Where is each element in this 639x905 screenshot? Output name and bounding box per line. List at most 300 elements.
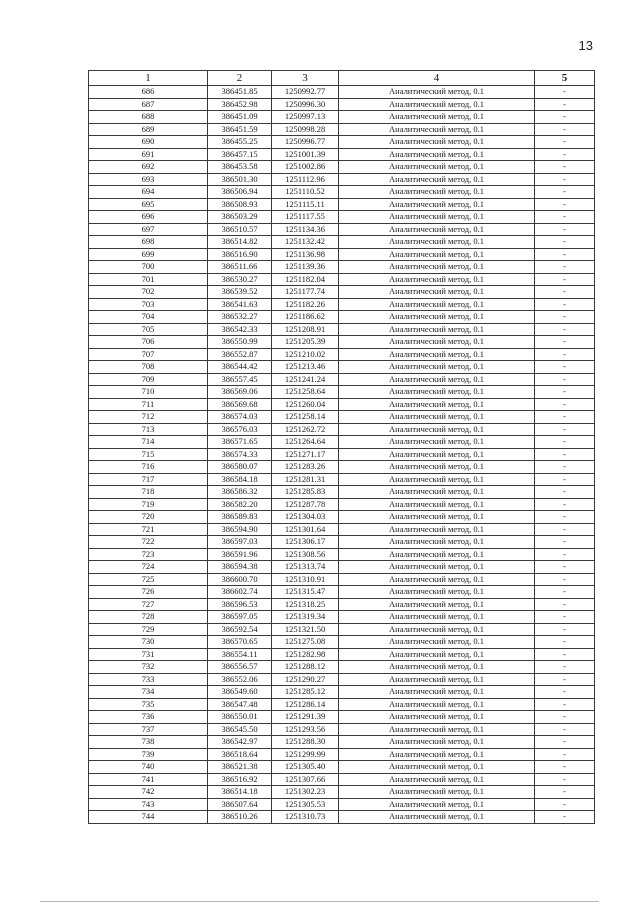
method-cell: Аналитический метод, 0.1 [339, 586, 535, 599]
table-row [89, 448, 595, 461]
x-coordinate-cell: 386574.03 [208, 411, 272, 424]
table-row [89, 811, 595, 824]
x-coordinate-cell: 386545.50 [208, 723, 272, 736]
y-coordinate-cell: 1251291.39 [272, 711, 339, 724]
method-cell: Аналитический метод, 0.1 [339, 648, 535, 661]
point-number-cell: 743 [89, 798, 208, 811]
notes-cell: - [535, 561, 595, 574]
notes-cell: - [535, 248, 595, 261]
y-coordinate-cell: 1251260.04 [272, 398, 339, 411]
x-coordinate-cell: 386602.74 [208, 586, 272, 599]
method-cell: Аналитический метод, 0.1 [339, 398, 535, 411]
y-coordinate-cell: 1251307.66 [272, 773, 339, 786]
point-number-cell: 693 [89, 173, 208, 186]
method-cell: Аналитический метод, 0.1 [339, 361, 535, 374]
x-coordinate-cell: 386511.66 [208, 261, 272, 274]
method-cell: Аналитический метод, 0.1 [339, 798, 535, 811]
table-row [89, 111, 595, 124]
point-number-cell: 688 [89, 111, 208, 124]
x-coordinate-cell: 386455.25 [208, 136, 272, 149]
table-row [89, 473, 595, 486]
point-number-cell: 705 [89, 323, 208, 336]
method-cell: Аналитический метод, 0.1 [339, 86, 535, 99]
y-coordinate-cell: 1251282.98 [272, 648, 339, 661]
x-coordinate-cell: 386582.20 [208, 498, 272, 511]
table-header [89, 71, 595, 86]
notes-cell: - [535, 798, 595, 811]
y-coordinate-cell: 1250996.77 [272, 136, 339, 149]
point-number-cell: 732 [89, 661, 208, 674]
notes-cell: - [535, 423, 595, 436]
notes-cell: - [535, 436, 595, 449]
point-number-cell: 719 [89, 498, 208, 511]
notes-cell: - [535, 411, 595, 424]
table-row [89, 686, 595, 699]
x-coordinate-cell: 386574.33 [208, 448, 272, 461]
notes-cell: - [535, 461, 595, 474]
notes-cell: - [535, 736, 595, 749]
notes-cell: - [535, 748, 595, 761]
table-row [89, 273, 595, 286]
y-coordinate-cell: 1251182.26 [272, 298, 339, 311]
point-number-cell: 694 [89, 186, 208, 199]
x-coordinate-cell: 386591.96 [208, 548, 272, 561]
table-row [89, 486, 595, 499]
x-coordinate-cell: 386576.03 [208, 423, 272, 436]
method-cell: Аналитический метод, 0.1 [339, 673, 535, 686]
notes-cell: - [535, 373, 595, 386]
notes-cell: - [535, 111, 595, 124]
point-number-cell: 707 [89, 348, 208, 361]
table-row [89, 123, 595, 136]
point-number-cell: 733 [89, 673, 208, 686]
header-row [89, 71, 595, 86]
notes-cell: - [535, 711, 595, 724]
table-row [89, 148, 595, 161]
y-coordinate-cell: 1251319.34 [272, 611, 339, 624]
x-coordinate-cell: 386539.52 [208, 286, 272, 299]
x-coordinate-cell: 386596.53 [208, 598, 272, 611]
y-coordinate-cell: 1251264.64 [272, 436, 339, 449]
notes-cell: - [535, 348, 595, 361]
table-row [89, 223, 595, 236]
table-row [89, 661, 595, 674]
y-coordinate-cell: 1251208.91 [272, 323, 339, 336]
y-coordinate-cell: 1251287.78 [272, 498, 339, 511]
notes-cell: - [535, 286, 595, 299]
notes-cell: - [535, 548, 595, 561]
y-coordinate-cell: 1251258.64 [272, 386, 339, 399]
x-coordinate-cell: 386521.38 [208, 761, 272, 774]
y-coordinate-cell: 1251302.23 [272, 786, 339, 799]
x-coordinate-cell: 386594.90 [208, 523, 272, 536]
table-row [89, 248, 595, 261]
table-row [89, 636, 595, 649]
y-coordinate-cell: 1251210.02 [272, 348, 339, 361]
x-coordinate-cell: 386570.65 [208, 636, 272, 649]
point-number-cell: 739 [89, 748, 208, 761]
notes-cell: - [535, 136, 595, 149]
x-coordinate-cell: 386589.83 [208, 511, 272, 524]
notes-cell: - [535, 523, 595, 536]
notes-cell: - [535, 186, 595, 199]
method-cell: Аналитический метод, 0.1 [339, 286, 535, 299]
table-row [89, 436, 595, 449]
method-cell: Аналитический метод, 0.1 [339, 598, 535, 611]
notes-cell: - [535, 161, 595, 174]
point-number-cell: 723 [89, 548, 208, 561]
y-coordinate-cell: 1251002.86 [272, 161, 339, 174]
notes-cell: - [535, 273, 595, 286]
point-number-cell: 722 [89, 536, 208, 549]
x-coordinate-cell: 386514.18 [208, 786, 272, 799]
x-coordinate-cell: 386514.82 [208, 236, 272, 249]
table-row [89, 761, 595, 774]
notes-cell: - [535, 198, 595, 211]
y-coordinate-cell: 1251117.55 [272, 211, 339, 224]
x-coordinate-cell: 386518.64 [208, 748, 272, 761]
y-coordinate-cell: 1251177.74 [272, 286, 339, 299]
y-coordinate-cell: 1251281.31 [272, 473, 339, 486]
notes-cell: - [535, 786, 595, 799]
page-bottom-divider [40, 901, 599, 902]
table-row [89, 386, 595, 399]
method-cell: Аналитический метод, 0.1 [339, 423, 535, 436]
table-row [89, 648, 595, 661]
method-cell: Аналитический метод, 0.1 [339, 773, 535, 786]
x-coordinate-cell: 386452.98 [208, 98, 272, 111]
point-number-cell: 730 [89, 636, 208, 649]
method-cell: Аналитический метод, 0.1 [339, 98, 535, 111]
x-coordinate-cell: 386451.85 [208, 86, 272, 99]
notes-cell: - [535, 236, 595, 249]
notes-cell: - [535, 473, 595, 486]
point-number-cell: 697 [89, 223, 208, 236]
point-number-cell: 731 [89, 648, 208, 661]
notes-cell: - [535, 811, 595, 824]
method-cell: Аналитический метод, 0.1 [339, 223, 535, 236]
x-coordinate-cell: 386541.63 [208, 298, 272, 311]
point-number-cell: 715 [89, 448, 208, 461]
method-cell: Аналитический метод, 0.1 [339, 161, 535, 174]
method-cell: Аналитический метод, 0.1 [339, 411, 535, 424]
table-row [89, 136, 595, 149]
table-row [89, 98, 595, 111]
y-coordinate-cell: 1251304.03 [272, 511, 339, 524]
x-coordinate-cell: 386451.09 [208, 111, 272, 124]
table-row [89, 586, 595, 599]
y-coordinate-cell: 1251139.36 [272, 261, 339, 274]
method-cell: Аналитический метод, 0.1 [339, 786, 535, 799]
notes-cell: - [535, 761, 595, 774]
y-coordinate-cell: 1251321.50 [272, 623, 339, 636]
point-number-cell: 708 [89, 361, 208, 374]
method-cell: Аналитический метод, 0.1 [339, 111, 535, 124]
point-number-cell: 699 [89, 248, 208, 261]
notes-cell: - [535, 573, 595, 586]
x-coordinate-cell: 386552.87 [208, 348, 272, 361]
x-coordinate-cell: 386453.58 [208, 161, 272, 174]
point-number-cell: 712 [89, 411, 208, 424]
notes-cell: - [535, 123, 595, 136]
y-coordinate-cell: 1251182.04 [272, 273, 339, 286]
table-row [89, 561, 595, 574]
notes-cell: - [535, 623, 595, 636]
point-number-cell: 742 [89, 786, 208, 799]
header-y-coordinate: 3 [272, 71, 339, 86]
coordinates-table [88, 70, 595, 824]
notes-cell: - [535, 773, 595, 786]
table-row [89, 198, 595, 211]
notes-cell: - [535, 86, 595, 99]
point-number-cell: 721 [89, 523, 208, 536]
point-number-cell: 710 [89, 386, 208, 399]
table-row [89, 673, 595, 686]
y-coordinate-cell: 1250998.28 [272, 123, 339, 136]
x-coordinate-cell: 386451.59 [208, 123, 272, 136]
method-cell: Аналитический метод, 0.1 [339, 261, 535, 274]
table-row [89, 261, 595, 274]
method-cell: Аналитический метод, 0.1 [339, 386, 535, 399]
y-coordinate-cell: 1251271.17 [272, 448, 339, 461]
method-cell: Аналитический метод, 0.1 [339, 561, 535, 574]
x-coordinate-cell: 386554.11 [208, 648, 272, 661]
method-cell: Аналитический метод, 0.1 [339, 186, 535, 199]
point-number-cell: 727 [89, 598, 208, 611]
x-coordinate-cell: 386580.07 [208, 461, 272, 474]
header-notes: 5 [535, 71, 595, 86]
point-number-cell: 690 [89, 136, 208, 149]
x-coordinate-cell: 386597.03 [208, 536, 272, 549]
x-coordinate-cell: 386516.90 [208, 248, 272, 261]
point-number-cell: 717 [89, 473, 208, 486]
method-cell: Аналитический метод, 0.1 [339, 811, 535, 824]
method-cell: Аналитический метод, 0.1 [339, 748, 535, 761]
y-coordinate-cell: 1251301.64 [272, 523, 339, 536]
table-row [89, 323, 595, 336]
table-row [89, 723, 595, 736]
x-coordinate-cell: 386571.65 [208, 436, 272, 449]
point-number-cell: 735 [89, 698, 208, 711]
x-coordinate-cell: 386544.42 [208, 361, 272, 374]
x-coordinate-cell: 386584.18 [208, 473, 272, 486]
y-coordinate-cell: 1251305.40 [272, 761, 339, 774]
table-row [89, 398, 595, 411]
y-coordinate-cell: 1251001.39 [272, 148, 339, 161]
y-coordinate-cell: 1250997.13 [272, 111, 339, 124]
y-coordinate-cell: 1251112.96 [272, 173, 339, 186]
notes-cell: - [535, 261, 595, 274]
x-coordinate-cell: 386569.06 [208, 386, 272, 399]
point-number-cell: 711 [89, 398, 208, 411]
table-row [89, 536, 595, 549]
point-number-cell: 728 [89, 611, 208, 624]
y-coordinate-cell: 1251262.72 [272, 423, 339, 436]
method-cell: Аналитический метод, 0.1 [339, 373, 535, 386]
x-coordinate-cell: 386586.32 [208, 486, 272, 499]
table-row [89, 461, 595, 474]
method-cell: Аналитический метод, 0.1 [339, 611, 535, 624]
point-number-cell: 734 [89, 686, 208, 699]
table-row [89, 748, 595, 761]
y-coordinate-cell: 1251286.14 [272, 698, 339, 711]
method-cell: Аналитический метод, 0.1 [339, 736, 535, 749]
x-coordinate-cell: 386542.97 [208, 736, 272, 749]
header-point-number: 1 [89, 71, 208, 86]
method-cell: Аналитический метод, 0.1 [339, 686, 535, 699]
point-number-cell: 716 [89, 461, 208, 474]
y-coordinate-cell: 1251283.26 [272, 461, 339, 474]
method-cell: Аналитический метод, 0.1 [339, 523, 535, 536]
notes-cell: - [535, 598, 595, 611]
method-cell: Аналитический метод, 0.1 [339, 548, 535, 561]
x-coordinate-cell: 386516.92 [208, 773, 272, 786]
method-cell: Аналитический метод, 0.1 [339, 761, 535, 774]
y-coordinate-cell: 1251313.74 [272, 561, 339, 574]
table-row [89, 623, 595, 636]
notes-cell: - [535, 173, 595, 186]
method-cell: Аналитический метод, 0.1 [339, 636, 535, 649]
y-coordinate-cell: 1251213.46 [272, 361, 339, 374]
method-cell: Аналитический метод, 0.1 [339, 148, 535, 161]
y-coordinate-cell: 1251285.12 [272, 686, 339, 699]
y-coordinate-cell: 1251310.73 [272, 811, 339, 824]
method-cell: Аналитический метод, 0.1 [339, 136, 535, 149]
y-coordinate-cell: 1251306.17 [272, 536, 339, 549]
table-row [89, 598, 595, 611]
table-row [89, 411, 595, 424]
table-row [89, 736, 595, 749]
x-coordinate-cell: 386600.70 [208, 573, 272, 586]
table-row [89, 511, 595, 524]
method-cell: Аналитический метод, 0.1 [339, 623, 535, 636]
y-coordinate-cell: 1251293.56 [272, 723, 339, 736]
notes-cell: - [535, 498, 595, 511]
method-cell: Аналитический метод, 0.1 [339, 486, 535, 499]
method-cell: Аналитический метод, 0.1 [339, 573, 535, 586]
point-number-cell: 702 [89, 286, 208, 299]
table-row [89, 298, 595, 311]
notes-cell: - [535, 661, 595, 674]
point-number-cell: 692 [89, 161, 208, 174]
y-coordinate-cell: 1251315.47 [272, 586, 339, 599]
method-cell: Аналитический метод, 0.1 [339, 273, 535, 286]
notes-cell: - [535, 448, 595, 461]
notes-cell: - [535, 223, 595, 236]
x-coordinate-cell: 386556.57 [208, 661, 272, 674]
point-number-cell: 696 [89, 211, 208, 224]
table-row [89, 773, 595, 786]
header-x-coordinate: 2 [208, 71, 272, 86]
point-number-cell: 720 [89, 511, 208, 524]
notes-cell: - [535, 586, 595, 599]
table-row [89, 86, 595, 99]
table-row [89, 173, 595, 186]
x-coordinate-cell: 386550.99 [208, 336, 272, 349]
x-coordinate-cell: 386549.60 [208, 686, 272, 699]
x-coordinate-cell: 386557.45 [208, 373, 272, 386]
y-coordinate-cell: 1251132.42 [272, 236, 339, 249]
table-row [89, 373, 595, 386]
table-row [89, 611, 595, 624]
x-coordinate-cell: 386503.29 [208, 211, 272, 224]
point-number-cell: 709 [89, 373, 208, 386]
notes-cell: - [535, 323, 595, 336]
point-number-cell: 724 [89, 561, 208, 574]
x-coordinate-cell: 386569.68 [208, 398, 272, 411]
point-number-cell: 689 [89, 123, 208, 136]
table-row [89, 498, 595, 511]
y-coordinate-cell: 1251136.98 [272, 248, 339, 261]
notes-cell: - [535, 686, 595, 699]
x-coordinate-cell: 386594.38 [208, 561, 272, 574]
method-cell: Аналитический метод, 0.1 [339, 123, 535, 136]
x-coordinate-cell: 386501.30 [208, 173, 272, 186]
notes-cell: - [535, 398, 595, 411]
method-cell: Аналитический метод, 0.1 [339, 536, 535, 549]
notes-cell: - [535, 148, 595, 161]
table-row [89, 311, 595, 324]
x-coordinate-cell: 386532.27 [208, 311, 272, 324]
x-coordinate-cell: 386550.01 [208, 711, 272, 724]
method-cell: Аналитический метод, 0.1 [339, 298, 535, 311]
header-method: 4 [339, 71, 535, 86]
method-cell: Аналитический метод, 0.1 [339, 248, 535, 261]
method-cell: Аналитический метод, 0.1 [339, 323, 535, 336]
y-coordinate-cell: 1251241.24 [272, 373, 339, 386]
table-row [89, 236, 595, 249]
y-coordinate-cell: 1251115.11 [272, 198, 339, 211]
method-cell: Аналитический метод, 0.1 [339, 723, 535, 736]
point-number-cell: 687 [89, 98, 208, 111]
y-coordinate-cell: 1251318.25 [272, 598, 339, 611]
table-row [89, 698, 595, 711]
x-coordinate-cell: 386530.27 [208, 273, 272, 286]
notes-cell: - [535, 648, 595, 661]
x-coordinate-cell: 386506.94 [208, 186, 272, 199]
table-row [89, 573, 595, 586]
table-row [89, 361, 595, 374]
point-number-cell: 714 [89, 436, 208, 449]
x-coordinate-cell: 386542.33 [208, 323, 272, 336]
y-coordinate-cell: 1251285.83 [272, 486, 339, 499]
y-coordinate-cell: 1251110.52 [272, 186, 339, 199]
point-number-cell: 726 [89, 586, 208, 599]
table-row [89, 336, 595, 349]
table-row [89, 786, 595, 799]
x-coordinate-cell: 386597.05 [208, 611, 272, 624]
method-cell: Аналитический метод, 0.1 [339, 511, 535, 524]
method-cell: Аналитический метод, 0.1 [339, 173, 535, 186]
point-number-cell: 698 [89, 236, 208, 249]
notes-cell: - [535, 511, 595, 524]
notes-cell: - [535, 723, 595, 736]
method-cell: Аналитический метод, 0.1 [339, 473, 535, 486]
point-number-cell: 713 [89, 423, 208, 436]
method-cell: Аналитический метод, 0.1 [339, 311, 535, 324]
x-coordinate-cell: 386510.26 [208, 811, 272, 824]
page-number: 13 [578, 38, 593, 53]
y-coordinate-cell: 1251258.14 [272, 411, 339, 424]
point-number-cell: 691 [89, 148, 208, 161]
notes-cell: - [535, 636, 595, 649]
x-coordinate-cell: 386507.64 [208, 798, 272, 811]
y-coordinate-cell: 1251186.62 [272, 311, 339, 324]
method-cell: Аналитический метод, 0.1 [339, 198, 535, 211]
method-cell: Аналитический метод, 0.1 [339, 498, 535, 511]
y-coordinate-cell: 1251288.30 [272, 736, 339, 749]
table-body [89, 86, 595, 824]
